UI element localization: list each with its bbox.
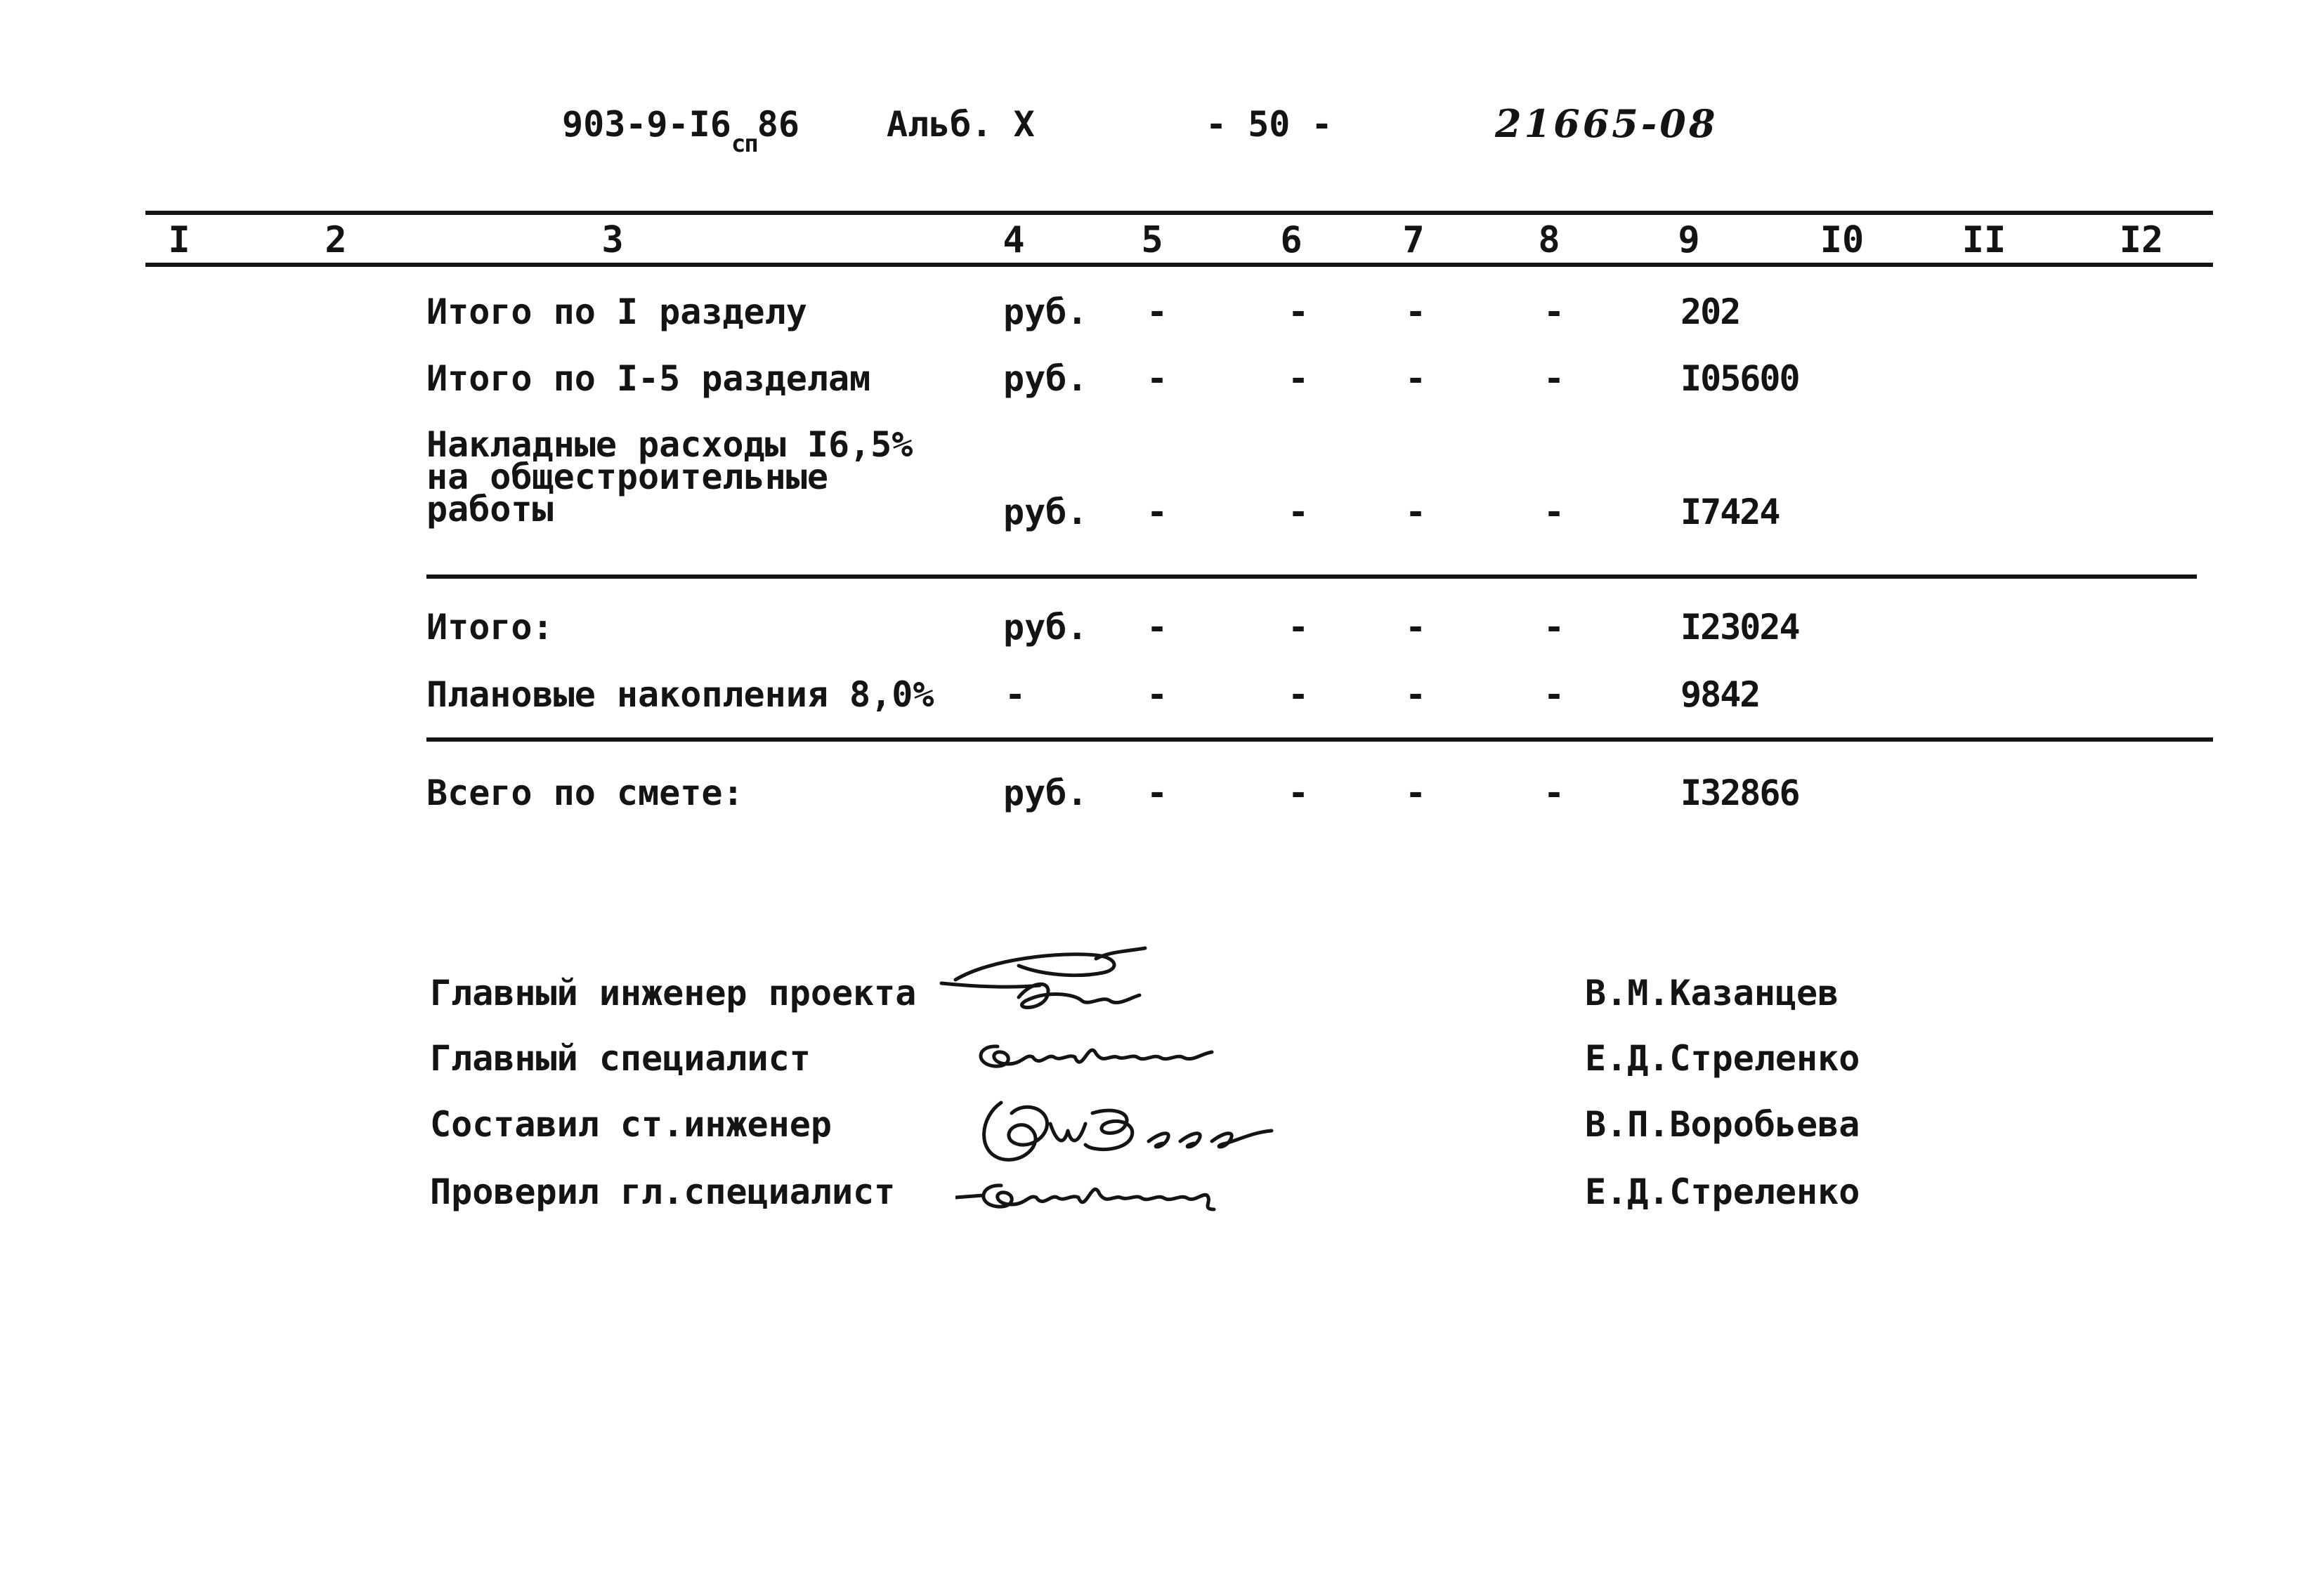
row-col5: -	[1146, 674, 1168, 715]
row-col6: -	[1287, 291, 1310, 332]
signatory-name: В.М.Казанцев	[1585, 973, 1839, 1013]
col-2: 2	[325, 219, 347, 261]
col-8: 8	[1538, 219, 1560, 261]
col-9: 9	[1678, 219, 1700, 261]
table-top-rule	[145, 211, 2213, 215]
row-col5: -	[1146, 358, 1168, 399]
row-col8: -	[1543, 358, 1565, 399]
page-number: - 50 -	[1206, 104, 1333, 145]
col-6: 6	[1280, 219, 1303, 261]
document-code	[562, 104, 799, 158]
row-value: 202	[1680, 291, 1740, 332]
signatory-role: Главный инженер проекта	[430, 973, 917, 1013]
row-label-line3: работы	[426, 489, 554, 530]
row-value: I32866	[1680, 773, 1799, 813]
signatory-name: В.П.Воробьева	[1585, 1104, 1860, 1145]
row-unit: руб.	[1003, 358, 1088, 399]
row-col6: -	[1287, 674, 1310, 715]
row-value: I23024	[1680, 607, 1799, 648]
row-label: Плановые накопления 8,0%	[426, 674, 934, 715]
row-col7: -	[1404, 607, 1427, 648]
row-col8: -	[1543, 773, 1565, 813]
row-col6: -	[1287, 492, 1310, 532]
row-value: 9842	[1680, 674, 1760, 715]
col-10: I0	[1820, 219, 1865, 261]
handwritten-doc-number: 21665-08	[1495, 101, 1718, 146]
row-col5: -	[1146, 291, 1168, 332]
row-unit: руб.	[1003, 291, 1088, 332]
row-col7: -	[1404, 358, 1427, 399]
row-label-line1: Накладные расходы I6,5%	[426, 424, 913, 465]
row-unit: -	[1004, 674, 1026, 715]
row-col7: -	[1404, 492, 1427, 532]
code-main: 903-9-I6	[562, 104, 731, 145]
row-unit: руб.	[1003, 492, 1088, 532]
signatory-role: Проверил гл.специалист	[430, 1171, 896, 1212]
row-col6: -	[1287, 358, 1310, 399]
row-value: I05600	[1680, 358, 1799, 399]
row-col8: -	[1543, 674, 1565, 715]
code-subscript: сп	[731, 130, 757, 158]
row-col5: -	[1146, 492, 1168, 532]
row-col8: -	[1543, 492, 1565, 532]
row-col8: -	[1543, 291, 1565, 332]
row-col5: -	[1146, 607, 1168, 648]
signature-1	[934, 931, 1187, 1022]
row-col7: -	[1404, 291, 1427, 332]
row-col6: -	[1287, 607, 1310, 648]
row-value: I7424	[1680, 492, 1780, 532]
col-12: I2	[2119, 219, 2164, 261]
row-unit: руб.	[1003, 773, 1088, 813]
code-year: 86	[757, 104, 799, 145]
signature-2	[970, 1025, 1222, 1082]
col-7: 7	[1402, 219, 1425, 261]
col-3: 3	[601, 219, 624, 261]
row-col5: -	[1146, 773, 1168, 813]
row-col7: -	[1404, 674, 1427, 715]
signatory-role: Главный специалист	[430, 1038, 811, 1079]
row-label: Итого по I разделу	[426, 291, 807, 332]
row-label: Всего по смете:	[426, 773, 744, 813]
row-col8: -	[1543, 607, 1565, 648]
row-label-line2: на общестроительные	[426, 457, 828, 497]
signatory-role: Составил ст.инженер	[430, 1104, 832, 1145]
col-11: II	[1961, 219, 2006, 261]
total-rule	[426, 737, 2213, 742]
col-1: I	[168, 219, 190, 261]
signatory-name: Е.Д.Стреленко	[1585, 1171, 1860, 1212]
signatory-name: Е.Д.Стреленко	[1585, 1038, 1860, 1079]
row-unit: руб.	[1003, 607, 1088, 648]
col-4: 4	[1003, 219, 1025, 261]
col-5: 5	[1141, 219, 1163, 261]
table-header-rule	[145, 263, 2213, 267]
signature-4	[955, 1159, 1251, 1222]
row-col7: -	[1404, 773, 1427, 813]
album-label: Альб. X	[887, 104, 1035, 145]
row-label: Итого:	[426, 607, 554, 648]
row-label: Итого по I-5 разделам	[426, 358, 871, 399]
row-col6: -	[1287, 773, 1310, 813]
subtotal-rule	[426, 574, 2197, 579]
